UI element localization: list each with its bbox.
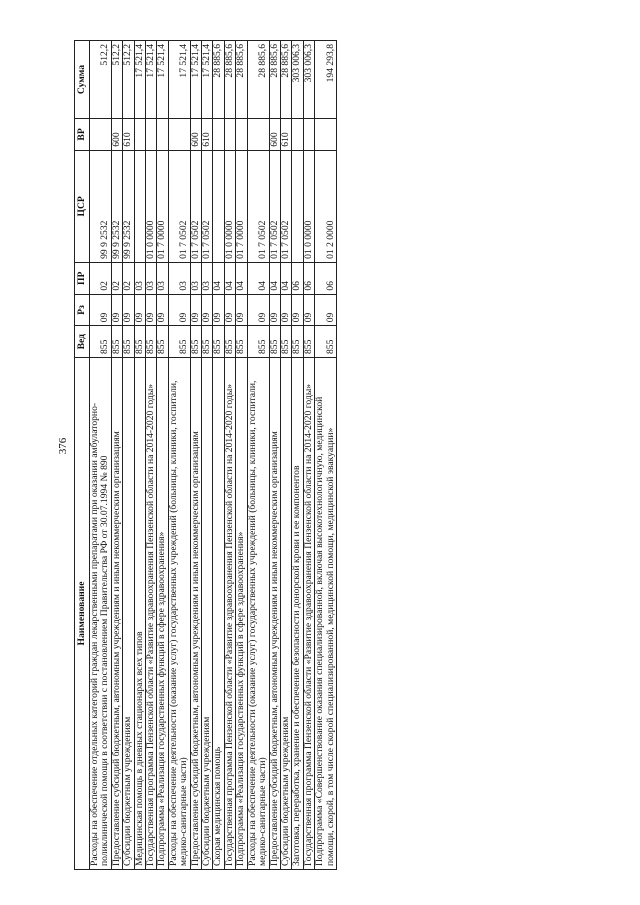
cell-vr <box>303 119 314 151</box>
cell-ved: 855 <box>123 326 134 358</box>
cell-csr: 99 9 2532 <box>111 150 122 262</box>
cell-rz: 09 <box>202 294 213 326</box>
cell-sum: 28 885,6 <box>224 41 235 119</box>
cell-csr: 99 9 2532 <box>123 150 134 262</box>
table-row <box>213 41 224 870</box>
cell-csr: 01 7 0502 <box>269 150 280 262</box>
cell-rz: 09 <box>315 294 337 326</box>
cell-name: Субсидии бюджетным учреждениям <box>202 357 213 869</box>
cell-pr: 03 <box>190 262 201 294</box>
cell-pr: 06 <box>303 262 314 294</box>
cell-rz: 09 <box>269 294 280 326</box>
table-row <box>111 41 122 870</box>
cell-pr: 04 <box>224 262 235 294</box>
cell-csr: 01 2 0000 <box>315 150 337 262</box>
cell-sum: 512,2 <box>123 41 134 119</box>
cell-rz: 09 <box>90 294 112 326</box>
cell-sum: 17 521,4 <box>157 41 168 119</box>
cell-csr: 01 7 0502 <box>280 150 291 262</box>
cell-ved: 855 <box>269 326 280 358</box>
cell-csr: 01 7 0000 <box>157 150 168 262</box>
cell-rz: 09 <box>123 294 134 326</box>
cell-ved: 855 <box>157 326 168 358</box>
cell-name: Государственная программа Пензенской области «Развитие здравоохранения Пензенской области на 2014-2020 годы» <box>303 357 314 869</box>
cell-sum: 17 521,4 <box>134 41 145 119</box>
cell-vr <box>236 119 247 151</box>
cell-csr: 01 0 0000 <box>303 150 314 262</box>
cell-name: Заготовка, переработка, хранение и обеспечение безопасности донорской крови и ее компонентов <box>292 357 303 869</box>
cell-sum: 17 521,4 <box>168 41 190 119</box>
cell-rz: 09 <box>146 294 157 326</box>
cell-vr <box>224 119 235 151</box>
cell-ved: 855 <box>202 326 213 358</box>
cell-name: Государственная программа Пензенской области «Развитие здравоохранения Пензенской области на 2014-2020 годы» <box>146 357 157 869</box>
cell-vr <box>134 119 145 151</box>
cell-vr <box>247 119 269 151</box>
cell-pr: 02 <box>90 262 112 294</box>
cell-pr: 03 <box>168 262 190 294</box>
header-rz: Рз <box>75 294 90 326</box>
cell-vr: 610 <box>202 119 213 151</box>
table-body <box>90 41 337 870</box>
cell-vr <box>90 119 112 151</box>
table-row <box>157 41 168 870</box>
table-row <box>303 41 314 870</box>
cell-sum: 17 521,4 <box>190 41 201 119</box>
cell-csr: 01 7 0502 <box>202 150 213 262</box>
table-row <box>134 41 145 870</box>
cell-csr <box>213 150 224 262</box>
cell-rz: 09 <box>292 294 303 326</box>
cell-rz: 09 <box>247 294 269 326</box>
cell-csr: 01 7 0502 <box>247 150 269 262</box>
cell-name: Скорая медицинская помощь <box>213 357 224 869</box>
cell-vr: 610 <box>123 119 134 151</box>
header-row <box>75 41 90 870</box>
cell-ved: 855 <box>292 326 303 358</box>
cell-name: Субсидии бюджетным учреждениям <box>123 357 134 869</box>
table-row <box>123 41 134 870</box>
cell-name: Государственная программа Пензенской области «Развитие здравоохранения Пензенской области на 2014-2020 годы» <box>224 357 235 869</box>
table-row <box>90 41 112 870</box>
cell-pr: 04 <box>247 262 269 294</box>
header-csr: ЦСР <box>75 150 90 262</box>
cell-ved: 855 <box>111 326 122 358</box>
cell-name: Субсидии бюджетным учреждениям <box>280 357 291 869</box>
cell-rz: 09 <box>134 294 145 326</box>
rotated-table-container <box>74 40 559 870</box>
cell-rz: 09 <box>157 294 168 326</box>
cell-name: Медицинская помощь в дневных стационарах всех типов <box>134 357 145 869</box>
cell-pr: 02 <box>123 262 134 294</box>
cell-pr: 02 <box>111 262 122 294</box>
table-row <box>280 41 291 870</box>
header-vr: ВР <box>75 119 90 151</box>
cell-ved: 855 <box>213 326 224 358</box>
table-row <box>202 41 213 870</box>
cell-name: Расходы на обеспечение деятельности (оказание услуг) государственных учреждений (больницы, клиники, госпитали, медико-санитарные части) <box>247 357 269 869</box>
cell-pr: 04 <box>280 262 291 294</box>
cell-sum: 17 521,4 <box>146 41 157 119</box>
cell-sum: 17 521,4 <box>202 41 213 119</box>
page-number: 376 <box>57 437 69 455</box>
budget-table <box>74 40 337 870</box>
cell-csr <box>292 150 303 262</box>
cell-rz: 09 <box>224 294 235 326</box>
cell-ved: 855 <box>190 326 201 358</box>
table-row <box>269 41 280 870</box>
cell-csr: 99 9 2532 <box>90 150 112 262</box>
table-row <box>168 41 190 870</box>
cell-rz: 09 <box>168 294 190 326</box>
table-row <box>146 41 157 870</box>
cell-vr <box>146 119 157 151</box>
cell-csr: 01 0 0000 <box>224 150 235 262</box>
cell-pr: 03 <box>202 262 213 294</box>
cell-sum: 28 885,6 <box>269 41 280 119</box>
cell-sum: 303 006,3 <box>303 41 314 119</box>
cell-name: Подпрограмма «Реализация государственных функций в сфере здравоохранения» <box>157 357 168 869</box>
cell-name: Расходы на обеспечение отдельных категорий граждан лекарственными препаратами при оказании амбулаторно-поликлинической помощи в соответствии с постановлением Правительства РФ от 30.07.1994 № 890 <box>90 357 112 869</box>
cell-vr: 610 <box>280 119 291 151</box>
cell-csr: 01 7 0502 <box>190 150 201 262</box>
cell-sum: 194 293,8 <box>315 41 337 119</box>
cell-pr: 03 <box>134 262 145 294</box>
cell-vr <box>315 119 337 151</box>
cell-ved: 855 <box>247 326 269 358</box>
table-row <box>224 41 235 870</box>
cell-csr: 01 0 0000 <box>146 150 157 262</box>
cell-name: Предоставление субсидий бюджетным, автономным учреждениям и иным некоммерческим организациям <box>269 357 280 869</box>
cell-ved: 855 <box>224 326 235 358</box>
header-name: Наименование <box>75 357 90 869</box>
cell-rz: 09 <box>236 294 247 326</box>
cell-csr <box>134 150 145 262</box>
table-row <box>236 41 247 870</box>
cell-ved: 855 <box>315 326 337 358</box>
cell-sum: 512,2 <box>90 41 112 119</box>
cell-sum: 28 885,6 <box>213 41 224 119</box>
table-row <box>292 41 303 870</box>
cell-vr: 600 <box>111 119 122 151</box>
cell-rz: 09 <box>190 294 201 326</box>
cell-ved: 855 <box>90 326 112 358</box>
cell-vr <box>292 119 303 151</box>
cell-rz: 09 <box>111 294 122 326</box>
cell-csr: 01 7 0502 <box>168 150 190 262</box>
cell-sum: 28 885,6 <box>236 41 247 119</box>
cell-pr: 03 <box>146 262 157 294</box>
cell-ved: 855 <box>303 326 314 358</box>
cell-pr: 04 <box>213 262 224 294</box>
cell-vr <box>168 119 190 151</box>
cell-ved: 855 <box>168 326 190 358</box>
cell-rz: 09 <box>213 294 224 326</box>
cell-sum: 28 885,6 <box>247 41 269 119</box>
table-header <box>75 41 90 870</box>
table-row <box>190 41 201 870</box>
table-row <box>315 41 337 870</box>
cell-pr: 04 <box>269 262 280 294</box>
cell-vr <box>157 119 168 151</box>
cell-rz: 09 <box>303 294 314 326</box>
cell-vr: 600 <box>190 119 201 151</box>
cell-ved: 855 <box>134 326 145 358</box>
cell-ved: 855 <box>280 326 291 358</box>
table-row <box>247 41 269 870</box>
cell-sum: 303 006,3 <box>292 41 303 119</box>
header-ved: Вед <box>75 326 90 358</box>
cell-pr: 03 <box>157 262 168 294</box>
cell-name: Предоставление субсидий бюджетным, автономным учреждениям и иным некоммерческим организациям <box>111 357 122 869</box>
header-pr: ПР <box>75 262 90 294</box>
cell-ved: 855 <box>236 326 247 358</box>
cell-sum: 28 885,6 <box>280 41 291 119</box>
cell-name: Подпрограмма «Реализация государственных функций в сфере здравоохранения» <box>236 357 247 869</box>
cell-ved: 855 <box>146 326 157 358</box>
header-sum: Сумма <box>75 41 90 119</box>
cell-vr <box>213 119 224 151</box>
cell-name: Подпрограмма «Совершенствование оказания специализированной, включая высокотехнологичную, медицинской помощи, скорой, в том числе скорой специализированной, медицинской помощи, медицинской эвакуации» <box>315 357 337 869</box>
cell-csr: 01 7 0000 <box>236 150 247 262</box>
cell-pr: 06 <box>315 262 337 294</box>
cell-pr: 06 <box>292 262 303 294</box>
cell-sum: 512,2 <box>111 41 122 119</box>
cell-rz: 09 <box>280 294 291 326</box>
cell-name: Предоставление субсидий бюджетным, автономным учреждениям и иным некоммерческим организациям <box>190 357 201 869</box>
cell-name: Расходы на обеспечение деятельности (оказание услуг) государственных учреждений (больницы, клиники, госпитали, медико-санитарные части) <box>168 357 190 869</box>
cell-pr: 04 <box>236 262 247 294</box>
cell-vr: 600 <box>269 119 280 151</box>
